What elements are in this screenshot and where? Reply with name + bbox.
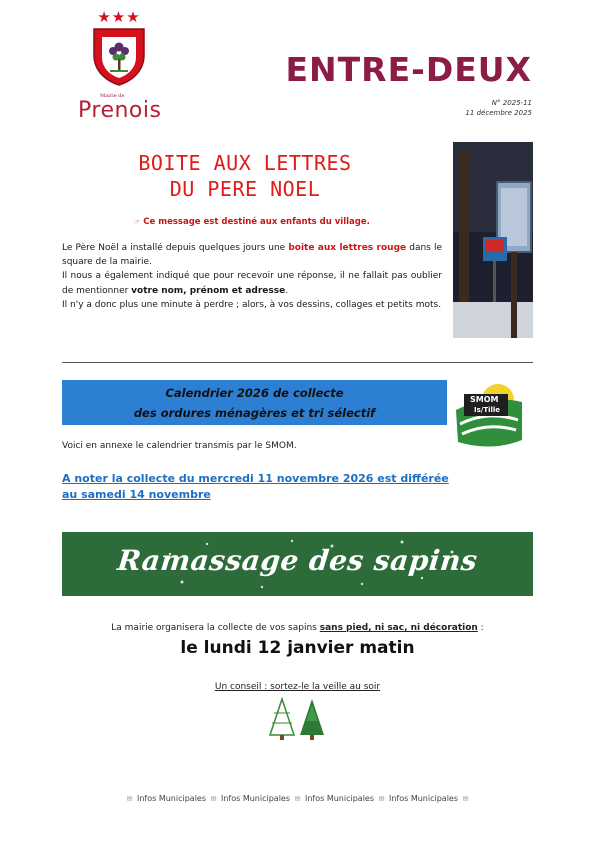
sapins-date: le lundi 12 janvier matin [180,638,415,658]
smom-logo [452,380,524,450]
mairie-name: Prenois [78,98,162,123]
boite-paragraph-3: Il n'y a donc plus une minute à perdre ; alors, à vos dessins, collages et petits mots. [62,299,442,310]
boite-title-line2: DU PERE NOEL [169,177,321,201]
smom-logo-icon [452,380,524,450]
sapins-banner-title: Ramassage des sapins [115,544,480,577]
mailbox-photo-illustration [453,142,533,338]
shield-icon [92,27,146,87]
calendrier-annexe-text: Voici en annexe le calendrier transmis par le SMOM. [62,441,297,451]
calendrier-banner-line2: des ordures ménagères et tri sélectif [133,406,376,420]
section-divider [62,362,533,363]
footer-item-3: Infos Municipales [304,794,375,803]
mailbox-icon: ✉ [126,795,133,803]
mailbox-icon: ✉ [294,795,301,803]
smom-label-2: Is/Tille [474,406,501,414]
issue-date: 11 décembre 2025 [465,109,532,117]
footer [62,794,533,803]
mairie-logo [78,93,168,125]
boite-paragraph-1 [62,241,442,269]
boite-section-title [100,150,390,202]
issue-info [465,98,532,118]
mailbox-photo [453,142,533,338]
boite-body [62,241,442,312]
boite-p1-text-b: dans le square de la mairie. [62,243,442,268]
footer-item-2: Infos Municipales [220,794,291,803]
newsletter-title: ENTRE-DEUX [285,50,532,89]
kids-note [134,217,370,227]
calendrier-banner-line1: Calendrier 2026 de collecte [165,386,344,400]
footer-item-1: Infos Municipales [136,794,207,803]
mailbox-icon: ✉ [378,795,385,803]
sapins-organise-text [62,623,533,633]
boite-paragraph-2 [62,269,442,297]
boite-p2-text-b: . [285,285,289,296]
sapins-organise-underlined: sans pied, ni sac, ni décoration [319,623,478,633]
calendrier-a-noter: A noter la collecte du mercredi 11 novembre 2026 est différée au samedi 14 novembre [62,472,449,501]
issue-number: N° 2025-11 [491,99,532,107]
mailbox-icon: ✉ [462,795,469,803]
village-crest [86,10,152,88]
christmas-tree-icon [266,697,330,741]
boite-p1-text-a: Le Père Noël a installé depuis quelques jours une [62,243,289,253]
mailbox-icon: ✉ [210,795,217,803]
crest-stars: ★★★ [97,8,141,26]
footer-item-4: Infos Municipales [388,794,459,803]
mairie-small-label: Mairie de [100,93,125,99]
kids-note-text: Ce message est destiné aux enfants du village. [143,217,370,227]
smom-label-1: SMOM [470,395,499,404]
sapins-organise-a: La mairie organisera la collecte de vos sapins [111,623,320,633]
boite-p1-red: boite aux lettres rouge [288,243,407,253]
boite-p2-strong: votre nom, prénom et adresse [131,285,286,296]
sapins-conseil: Un conseil : sortez-le la veille au soir [214,682,381,692]
boite-title-line1: BOITE AUX LETTRES [138,151,352,175]
boite-p2-text-a: Il nous a également indiqué que pour recevoir une réponse, il ne fallait pas oublier de mentionner [62,271,442,296]
sapins-banner [62,532,533,596]
sapins-organise-b: : [477,623,484,633]
hand-pointing-icon: ☞ [134,218,141,226]
calendrier-banner [62,380,447,425]
